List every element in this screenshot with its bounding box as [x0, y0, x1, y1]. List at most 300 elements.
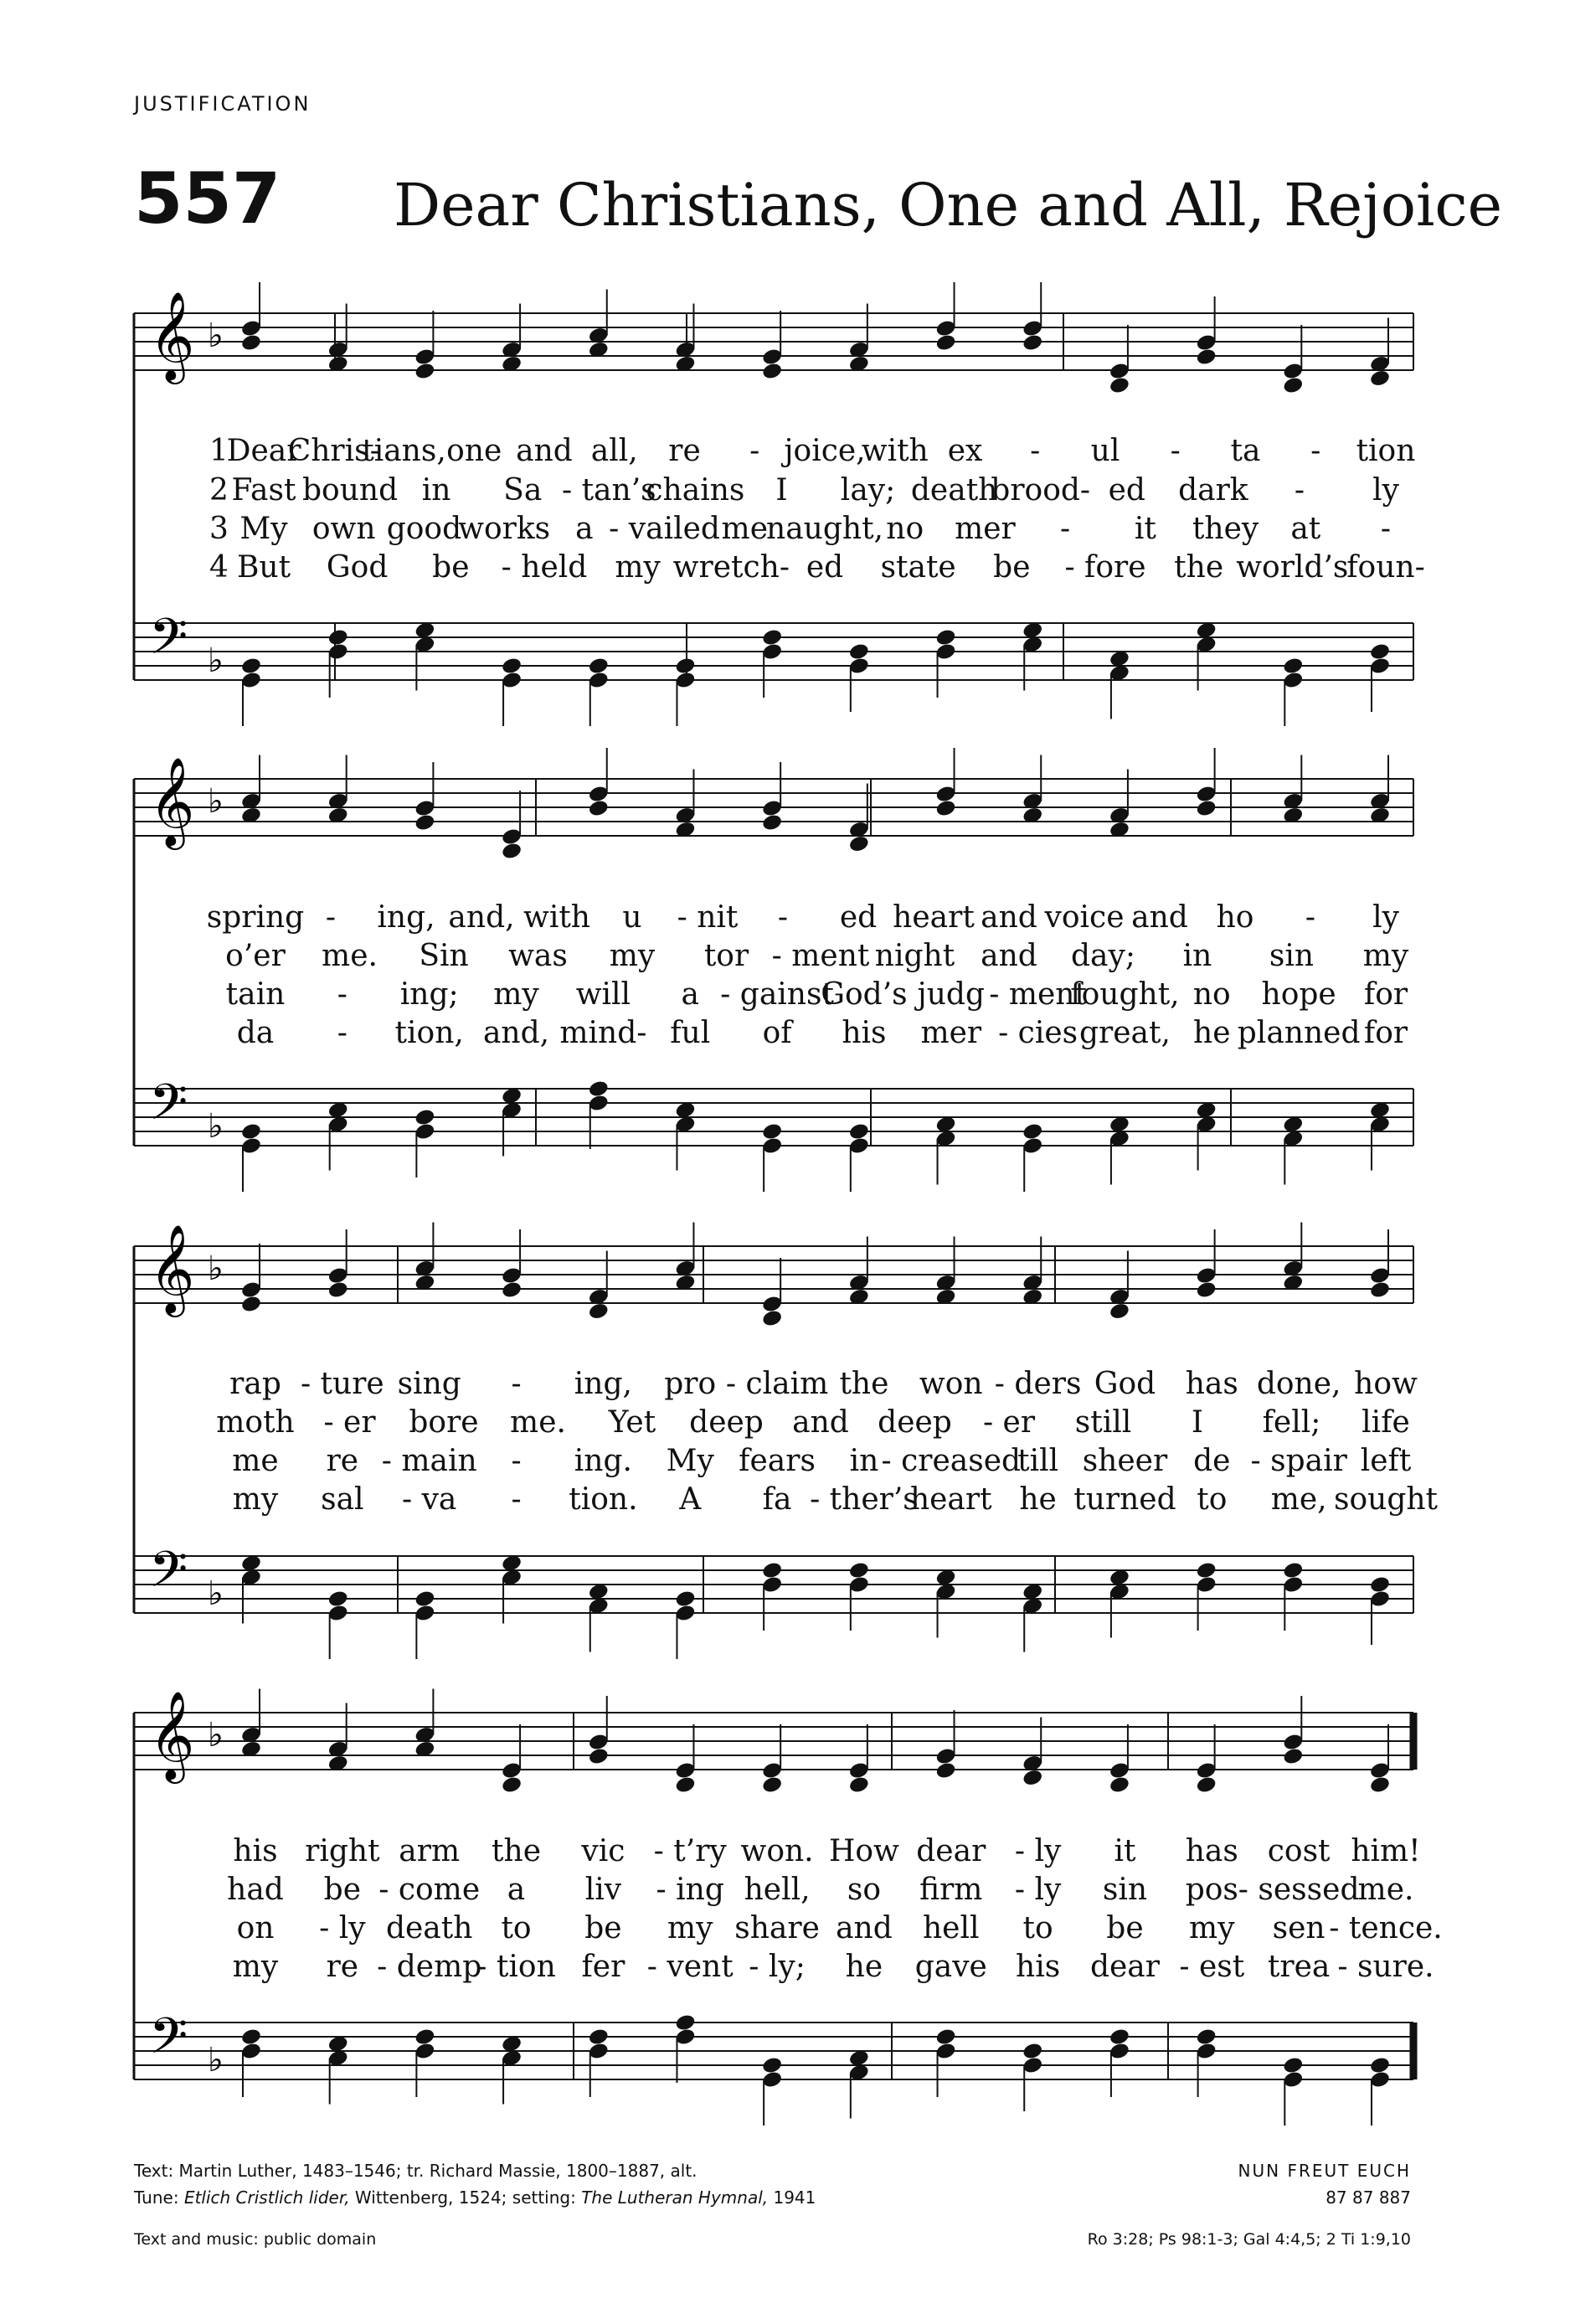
lyric-syllable: - ment [989, 977, 1087, 1012]
lyric-syllable: - [1030, 434, 1041, 468]
lyric-line-s4-v2 [0, 1873, 1570, 1911]
lyric-syllable: be [323, 1873, 362, 1907]
lyric-syllable: to [501, 1911, 532, 1945]
lyric-syllable: ing, [377, 900, 435, 935]
lyric-syllable: rap [229, 1367, 281, 1401]
lyric-syllable: Yet [608, 1405, 656, 1440]
note-head [240, 1122, 262, 1141]
lyric-syllable: works [458, 512, 551, 546]
lyric-syllable: with [861, 434, 929, 468]
note-head [1022, 1768, 1043, 1787]
note-head [674, 657, 696, 676]
lyric-syllable: wretch- [672, 550, 790, 585]
note-head [414, 1590, 435, 1609]
lyric-syllable: a [507, 1873, 526, 1907]
note-head [414, 2028, 435, 2047]
lyric-syllable: firm [919, 1873, 983, 1907]
lyric-syllable: won [919, 1367, 983, 1401]
lyric-syllable: - ders [994, 1367, 1082, 1401]
lyric-syllable: one [446, 434, 502, 468]
lyric-syllable: me. [322, 939, 378, 973]
lyric-syllable: turned [1073, 1482, 1176, 1517]
lyric-syllable: - [337, 1016, 347, 1050]
lyric-syllable: ing; [399, 977, 459, 1012]
lyric-syllable: - tence. [1329, 1911, 1443, 1945]
bass-clef-icon: 𝄢 [149, 1073, 188, 1143]
lyric-syllable: in [849, 1444, 879, 1478]
lyric-syllable: share [734, 1911, 820, 1945]
note-head [934, 2028, 956, 2047]
lyric-syllable: be [993, 550, 1031, 585]
lyric-line-s3-v4 [0, 1482, 1570, 1521]
flat-key-signature-icon: ♭ [208, 642, 224, 680]
note-head [1022, 333, 1043, 353]
lyric-syllable: has [1185, 1834, 1238, 1868]
note-head [761, 813, 783, 832]
lyric-syllable: judg [917, 977, 985, 1012]
lyric-syllable: tain [225, 977, 286, 1012]
lyric-syllable: ex [947, 434, 983, 468]
lyric-syllable: o’er [225, 939, 286, 973]
lyric-syllable: me [232, 1444, 279, 1478]
lyric-syllable: was [508, 939, 568, 973]
lyric-syllable: and [981, 939, 1037, 973]
lyric-line-s3-v3 [0, 1444, 1570, 1482]
lyric-line-s4-v4 [0, 1950, 1570, 1988]
lyric-syllable: - er [982, 1405, 1036, 1440]
lyric-line-s3-v1 [0, 1367, 1570, 1405]
lyric-syllable: he [845, 1950, 883, 1984]
flat-key-signature-icon: ♭ [208, 317, 224, 355]
verse-number: 2 [209, 473, 229, 508]
lyric-syllable: night [874, 939, 955, 973]
note-head [848, 1775, 870, 1795]
lyric-line-s3-v2 [0, 1405, 1570, 1444]
lyric-line-s4-v3 [0, 1911, 1570, 1950]
hymn-title: Dear Christians, One and All, Rejoice [394, 171, 1503, 240]
lyric-syllable: the [1174, 550, 1224, 585]
lyric-syllable: I [775, 473, 788, 508]
lyric-syllable: for [1363, 977, 1408, 1012]
lyric-syllable: his [233, 1834, 278, 1868]
lyric-syllable: my [1189, 1911, 1235, 1945]
hymn-number: 557 [134, 157, 281, 240]
lyric-syllable: so [847, 1873, 881, 1907]
lyric-syllable: be [432, 550, 470, 585]
treble-clef-icon: 𝄞 [149, 756, 195, 846]
lyric-syllable: pos [1185, 1873, 1238, 1907]
note-head [501, 1775, 522, 1795]
lyric-syllable: with [523, 900, 590, 935]
lyric-syllable: him! [1351, 1834, 1421, 1868]
lyric-syllable: - creased [881, 1444, 1022, 1478]
note-head [848, 642, 870, 662]
lyric-syllable: ing. [574, 1444, 632, 1478]
lyric-syllable: - [511, 1482, 522, 1517]
note-head [761, 628, 783, 647]
lyric-syllable: they [1192, 512, 1259, 546]
note-head [674, 1775, 696, 1795]
lyric-syllable: sen [1272, 1911, 1325, 1945]
lyric-syllable: - [1310, 434, 1321, 468]
note-head [588, 657, 610, 676]
bass-clef-icon: 𝄢 [149, 607, 188, 678]
lyric-syllable: ly [1372, 900, 1399, 935]
lyric-syllable: dear [1089, 1950, 1160, 1984]
lyric-syllable: no [1192, 977, 1231, 1012]
lyric-syllable: he [1193, 1016, 1231, 1050]
lyric-syllable: ful [670, 1016, 711, 1050]
lyric-syllable: brood- [991, 473, 1091, 508]
note-head [934, 1761, 956, 1780]
lyric-syllable: it [1134, 512, 1156, 546]
lyric-syllable: deep [878, 1405, 952, 1440]
lyric-syllable: heart [909, 1482, 992, 1517]
lyric-syllable: hell, [744, 1873, 811, 1907]
lyric-line-s1-v1 [0, 434, 1570, 472]
note-head [588, 1301, 610, 1321]
lyric-syllable: sal [321, 1482, 364, 1517]
lyric-syllable: - vent [646, 1950, 734, 1984]
lyric-syllable: me. [510, 1405, 566, 1440]
verse-number: 3 [209, 512, 229, 546]
note-head [1369, 1775, 1391, 1795]
note-head [1369, 1281, 1391, 1300]
lyric-syllable: - ly [319, 1911, 366, 1945]
lyric-syllable: liv [584, 1873, 622, 1907]
lyric-syllable: won. [740, 1834, 814, 1868]
lyric-syllable: - cies [998, 1016, 1078, 1050]
flat-key-signature-icon: ♭ [208, 1107, 224, 1146]
lyric-syllable: the [492, 1834, 542, 1868]
note-head [1109, 376, 1130, 395]
lyric-syllable: - [337, 977, 347, 1012]
lyric-syllable: naught, [766, 512, 883, 546]
lyric-syllable: - fore [1064, 550, 1146, 585]
lyric-syllable: me. [1357, 1873, 1414, 1907]
lyric-syllable: how [1354, 1367, 1418, 1401]
lyric-syllable: on [236, 1911, 275, 1945]
lyric-syllable: sheer [1082, 1444, 1168, 1478]
lyric-line-s1-v2 [0, 473, 1570, 512]
lyric-syllable: - ly; [749, 1950, 806, 1984]
lyric-syllable: in [1182, 939, 1212, 973]
lyric-syllable: How [828, 1834, 899, 1868]
lyric-syllable: God [326, 550, 389, 585]
lyric-syllable: moth [216, 1405, 295, 1440]
text-credit: Text: Martin Luther, 1483–1546; tr. Richard Massie, 1800–1887, alt. [134, 2161, 697, 2181]
lyric-syllable: a [681, 977, 699, 1012]
note-head [240, 657, 262, 676]
lyric-syllable: - ing [656, 1873, 724, 1907]
lyric-syllable: My [666, 1444, 714, 1478]
lyric-syllable: A [679, 1482, 702, 1517]
lyric-syllable: fa [762, 1482, 792, 1517]
lyric-syllable: mer [955, 512, 1016, 546]
lyric-syllable: ed [1108, 473, 1145, 508]
lyric-syllable: ed [839, 900, 878, 935]
lyric-syllable: - demp [377, 1950, 482, 1984]
lyric-syllable: - ly [1014, 1834, 1062, 1868]
lyric-syllable: - [749, 434, 760, 468]
lyric-syllable: - [511, 1367, 522, 1401]
lyric-syllable: his [842, 1016, 887, 1050]
note-head [1196, 799, 1217, 818]
lyric-syllable: sing [397, 1367, 461, 1401]
lyric-syllable: to [1197, 1482, 1228, 1517]
lyric-syllable: still [1074, 1405, 1132, 1440]
lyric-syllable: hell [923, 1911, 980, 1945]
lyric-syllable: my [615, 550, 661, 585]
lyric-syllable: cost [1267, 1834, 1331, 1868]
lyric-syllable: will [575, 977, 631, 1012]
flat-key-signature-icon: ♭ [208, 1250, 224, 1288]
flat-key-signature-icon: ♭ [208, 1716, 224, 1755]
lyric-syllable: fer [581, 1950, 625, 1984]
lyric-syllable: tor [703, 939, 749, 973]
lyric-syllable: my [667, 1911, 713, 1945]
lyric-syllable: Dear [226, 434, 301, 468]
lyric-syllable: no [886, 512, 924, 546]
note-head [934, 333, 956, 353]
lyric-syllable: - held [501, 550, 588, 585]
note-head [1109, 1301, 1130, 1321]
lyric-syllable: chains [646, 473, 745, 508]
lyric-syllable: - [1305, 900, 1316, 935]
lyric-syllable: arm [399, 1834, 461, 1868]
lyric-syllable: - va [401, 1482, 457, 1517]
lyric-syllable: ul [1090, 434, 1120, 468]
lyric-syllable: God’s [821, 977, 908, 1012]
note-head [327, 1281, 349, 1300]
lyric-syllable: and, [482, 1016, 550, 1050]
note-head [327, 1590, 349, 1609]
note-head [761, 2056, 783, 2075]
note-head [501, 657, 522, 676]
lyric-syllable: Chris- [287, 434, 380, 468]
lyric-syllable: - gainst [720, 977, 834, 1012]
note-head [1282, 2056, 1304, 2075]
note-head [240, 1295, 262, 1314]
lyric-syllable: - [1294, 473, 1305, 508]
note-head [240, 2028, 262, 2047]
lyric-syllable: dear [916, 1834, 986, 1868]
lyric-syllable: his [1016, 1950, 1061, 1984]
lyric-syllable: fell; [1262, 1405, 1321, 1440]
lyric-syllable: in [421, 473, 451, 508]
lyric-syllable: bore [409, 1405, 479, 1440]
note-head [240, 333, 262, 353]
note-head [1022, 1122, 1043, 1141]
lyric-syllable: da [236, 1016, 275, 1050]
lyric-syllable: day; [1071, 939, 1135, 973]
lyric-syllable: death [910, 473, 998, 508]
lyric-syllable: planned [1237, 1016, 1361, 1050]
lyric-line-s1-v4 [0, 550, 1570, 589]
lyric-syllable: - er [323, 1405, 376, 1440]
lyric-syllable: fears [739, 1444, 816, 1478]
lyric-syllable: heart [893, 900, 975, 935]
verse-number: 1 [209, 434, 229, 468]
note-head [414, 362, 435, 381]
lyric-syllable: and [836, 1911, 893, 1945]
note-head [588, 2028, 610, 2047]
lyric-syllable: vic [581, 1834, 625, 1868]
lyric-syllable: sin [1269, 939, 1315, 973]
lyric-syllable: ta [1230, 434, 1261, 468]
lyric-syllable: he [1019, 1482, 1057, 1517]
lyric-syllable: - [1170, 434, 1181, 468]
note-head [1196, 348, 1217, 367]
lyric-syllable: - t’ry [653, 1834, 727, 1868]
treble-clef-icon: 𝄞 [149, 1690, 195, 1780]
lyric-syllable: sin [1102, 1873, 1148, 1907]
lyric-syllable: re [326, 1444, 359, 1478]
lyric-line-s2-v2 [0, 939, 1570, 977]
lyric-syllable: and [516, 434, 573, 468]
lyric-syllable: - sure. [1337, 1950, 1434, 1984]
meter: 87 87 887 [1325, 2187, 1411, 2208]
lyric-syllable: world’s [1236, 550, 1349, 585]
lyric-syllable: ed [806, 550, 844, 585]
lyric-syllable: - [511, 1444, 522, 1478]
lyric-syllable: voice [1044, 900, 1125, 935]
lyric-syllable: - sessed [1238, 1873, 1360, 1907]
lyric-syllable: life [1362, 1405, 1410, 1440]
lyric-line-s2-v1 [0, 900, 1570, 939]
lyric-line-s2-v4 [0, 1016, 1570, 1054]
flat-key-signature-icon: ♭ [208, 782, 224, 821]
lyric-syllable: hope [1261, 977, 1336, 1012]
note-head [1369, 2056, 1391, 2075]
note-head [674, 1590, 696, 1609]
note-head [761, 1561, 783, 1580]
lyric-syllable: - claim [725, 1367, 829, 1401]
lyric-syllable: trea [1267, 1950, 1331, 1984]
tune-credit: Tune: Etlich Cristlich lider, Wittenberg, 1524; setting: The Lutheran Hymnal, 1941 [134, 2187, 816, 2208]
lyric-syllable: tion [1356, 434, 1416, 468]
lyric-syllable: my [609, 939, 656, 973]
lyric-syllable: till [1017, 1444, 1059, 1478]
note-head [848, 1122, 870, 1141]
lyric-syllable: re [326, 1950, 359, 1984]
lyric-syllable: me [721, 512, 769, 546]
lyric-syllable: my [232, 1482, 279, 1517]
lyric-syllable: - nit [677, 900, 739, 935]
lyric-syllable: - [1060, 512, 1071, 546]
lyric-syllable: my [1362, 939, 1409, 973]
treble-clef-icon: 𝄞 [149, 291, 195, 380]
lyric-syllable: deep [689, 1405, 764, 1440]
lyric-syllable: the [839, 1367, 889, 1401]
note-head [414, 1108, 435, 1127]
lyric-syllable: at [1290, 512, 1321, 546]
copyright: Text and music: public domain [134, 2230, 377, 2249]
lyric-syllable: I [1191, 1405, 1204, 1440]
note-head [1282, 376, 1304, 395]
lyric-syllable: My [239, 512, 288, 546]
note-head [674, 2013, 696, 2033]
lyric-syllable: lay; [840, 473, 896, 508]
note-head [501, 842, 522, 861]
bass-clef-icon: 𝄢 [149, 1540, 188, 1610]
lyric-syllable: Fast [231, 473, 296, 508]
lyric-syllable: my [232, 1950, 279, 1984]
lyric-syllable: - [325, 900, 337, 935]
lyric-line-s1-v3 [0, 512, 1570, 550]
note-head [1109, 1775, 1130, 1795]
lyric-syllable: foun- [1346, 550, 1425, 585]
note-head [1282, 657, 1304, 676]
note-head [588, 799, 610, 818]
lyric-syllable: Sin [419, 939, 469, 973]
lyric-syllable: be [584, 1911, 622, 1945]
lyric-syllable: dark [1178, 473, 1248, 508]
lyric-syllable: it [1114, 1834, 1136, 1868]
lyric-syllable: has [1185, 1367, 1238, 1401]
note-head [501, 1281, 522, 1300]
note-head [848, 1561, 870, 1580]
note-head [1282, 1561, 1304, 1580]
lyric-syllable: spring [206, 900, 305, 935]
section-label: JUSTIFICATION [134, 92, 311, 116]
lyric-syllable: and [792, 1405, 849, 1440]
lyric-syllable: bound [301, 473, 399, 508]
lyric-line-s2-v3 [0, 977, 1570, 1016]
treble-clef-icon: 𝄞 [149, 1224, 195, 1313]
note-head [1196, 1561, 1217, 1580]
tune-name: NUN FREUT EUCH [1238, 2161, 1411, 2181]
lyric-syllable: right [305, 1834, 380, 1868]
lyric-syllable: mind- [559, 1016, 647, 1050]
lyric-syllable: and [981, 900, 1037, 935]
lyric-syllable: good [386, 512, 462, 546]
lyric-syllable: my [493, 977, 539, 1012]
lyric-syllable: and [1131, 900, 1188, 935]
lyric-syllable: u [622, 900, 642, 935]
lyric-syllable: ho [1216, 900, 1254, 935]
note-head [1196, 1775, 1217, 1795]
lyric-syllable: all, [590, 434, 638, 468]
note-head [327, 628, 349, 647]
lyric-syllable: - [1380, 512, 1392, 546]
lyric-syllable: - est [1179, 1950, 1245, 1984]
lyric-syllable: of [762, 1016, 792, 1050]
lyric-syllable: state [880, 550, 956, 585]
note-head [1369, 642, 1391, 662]
lyric-syllable: sought [1333, 1482, 1439, 1517]
lyric-syllable: - [777, 900, 789, 935]
lyric-syllable: de [1193, 1444, 1231, 1478]
lyric-syllable: death [385, 1911, 473, 1945]
lyric-syllable: done, [1256, 1367, 1341, 1401]
lyric-syllable: tion. [569, 1482, 638, 1517]
note-head [848, 834, 870, 853]
note-head [761, 1122, 783, 1141]
lyric-syllable: - tion [476, 1950, 556, 1984]
note-head [1369, 368, 1391, 388]
verse-number: 4 [209, 550, 229, 585]
lyric-syllable: pro [664, 1367, 717, 1401]
lyric-syllable: me, [1270, 1482, 1327, 1517]
lyric-syllable: - vailed [609, 512, 720, 546]
lyric-syllable: and, [448, 900, 515, 935]
lyric-syllable: had [227, 1873, 284, 1907]
lyric-syllable: - tan’s [561, 473, 656, 508]
lyric-syllable: - ther’s [810, 1482, 919, 1517]
bass-clef-icon: 𝄢 [149, 2007, 188, 2077]
note-head [1282, 1747, 1304, 1766]
